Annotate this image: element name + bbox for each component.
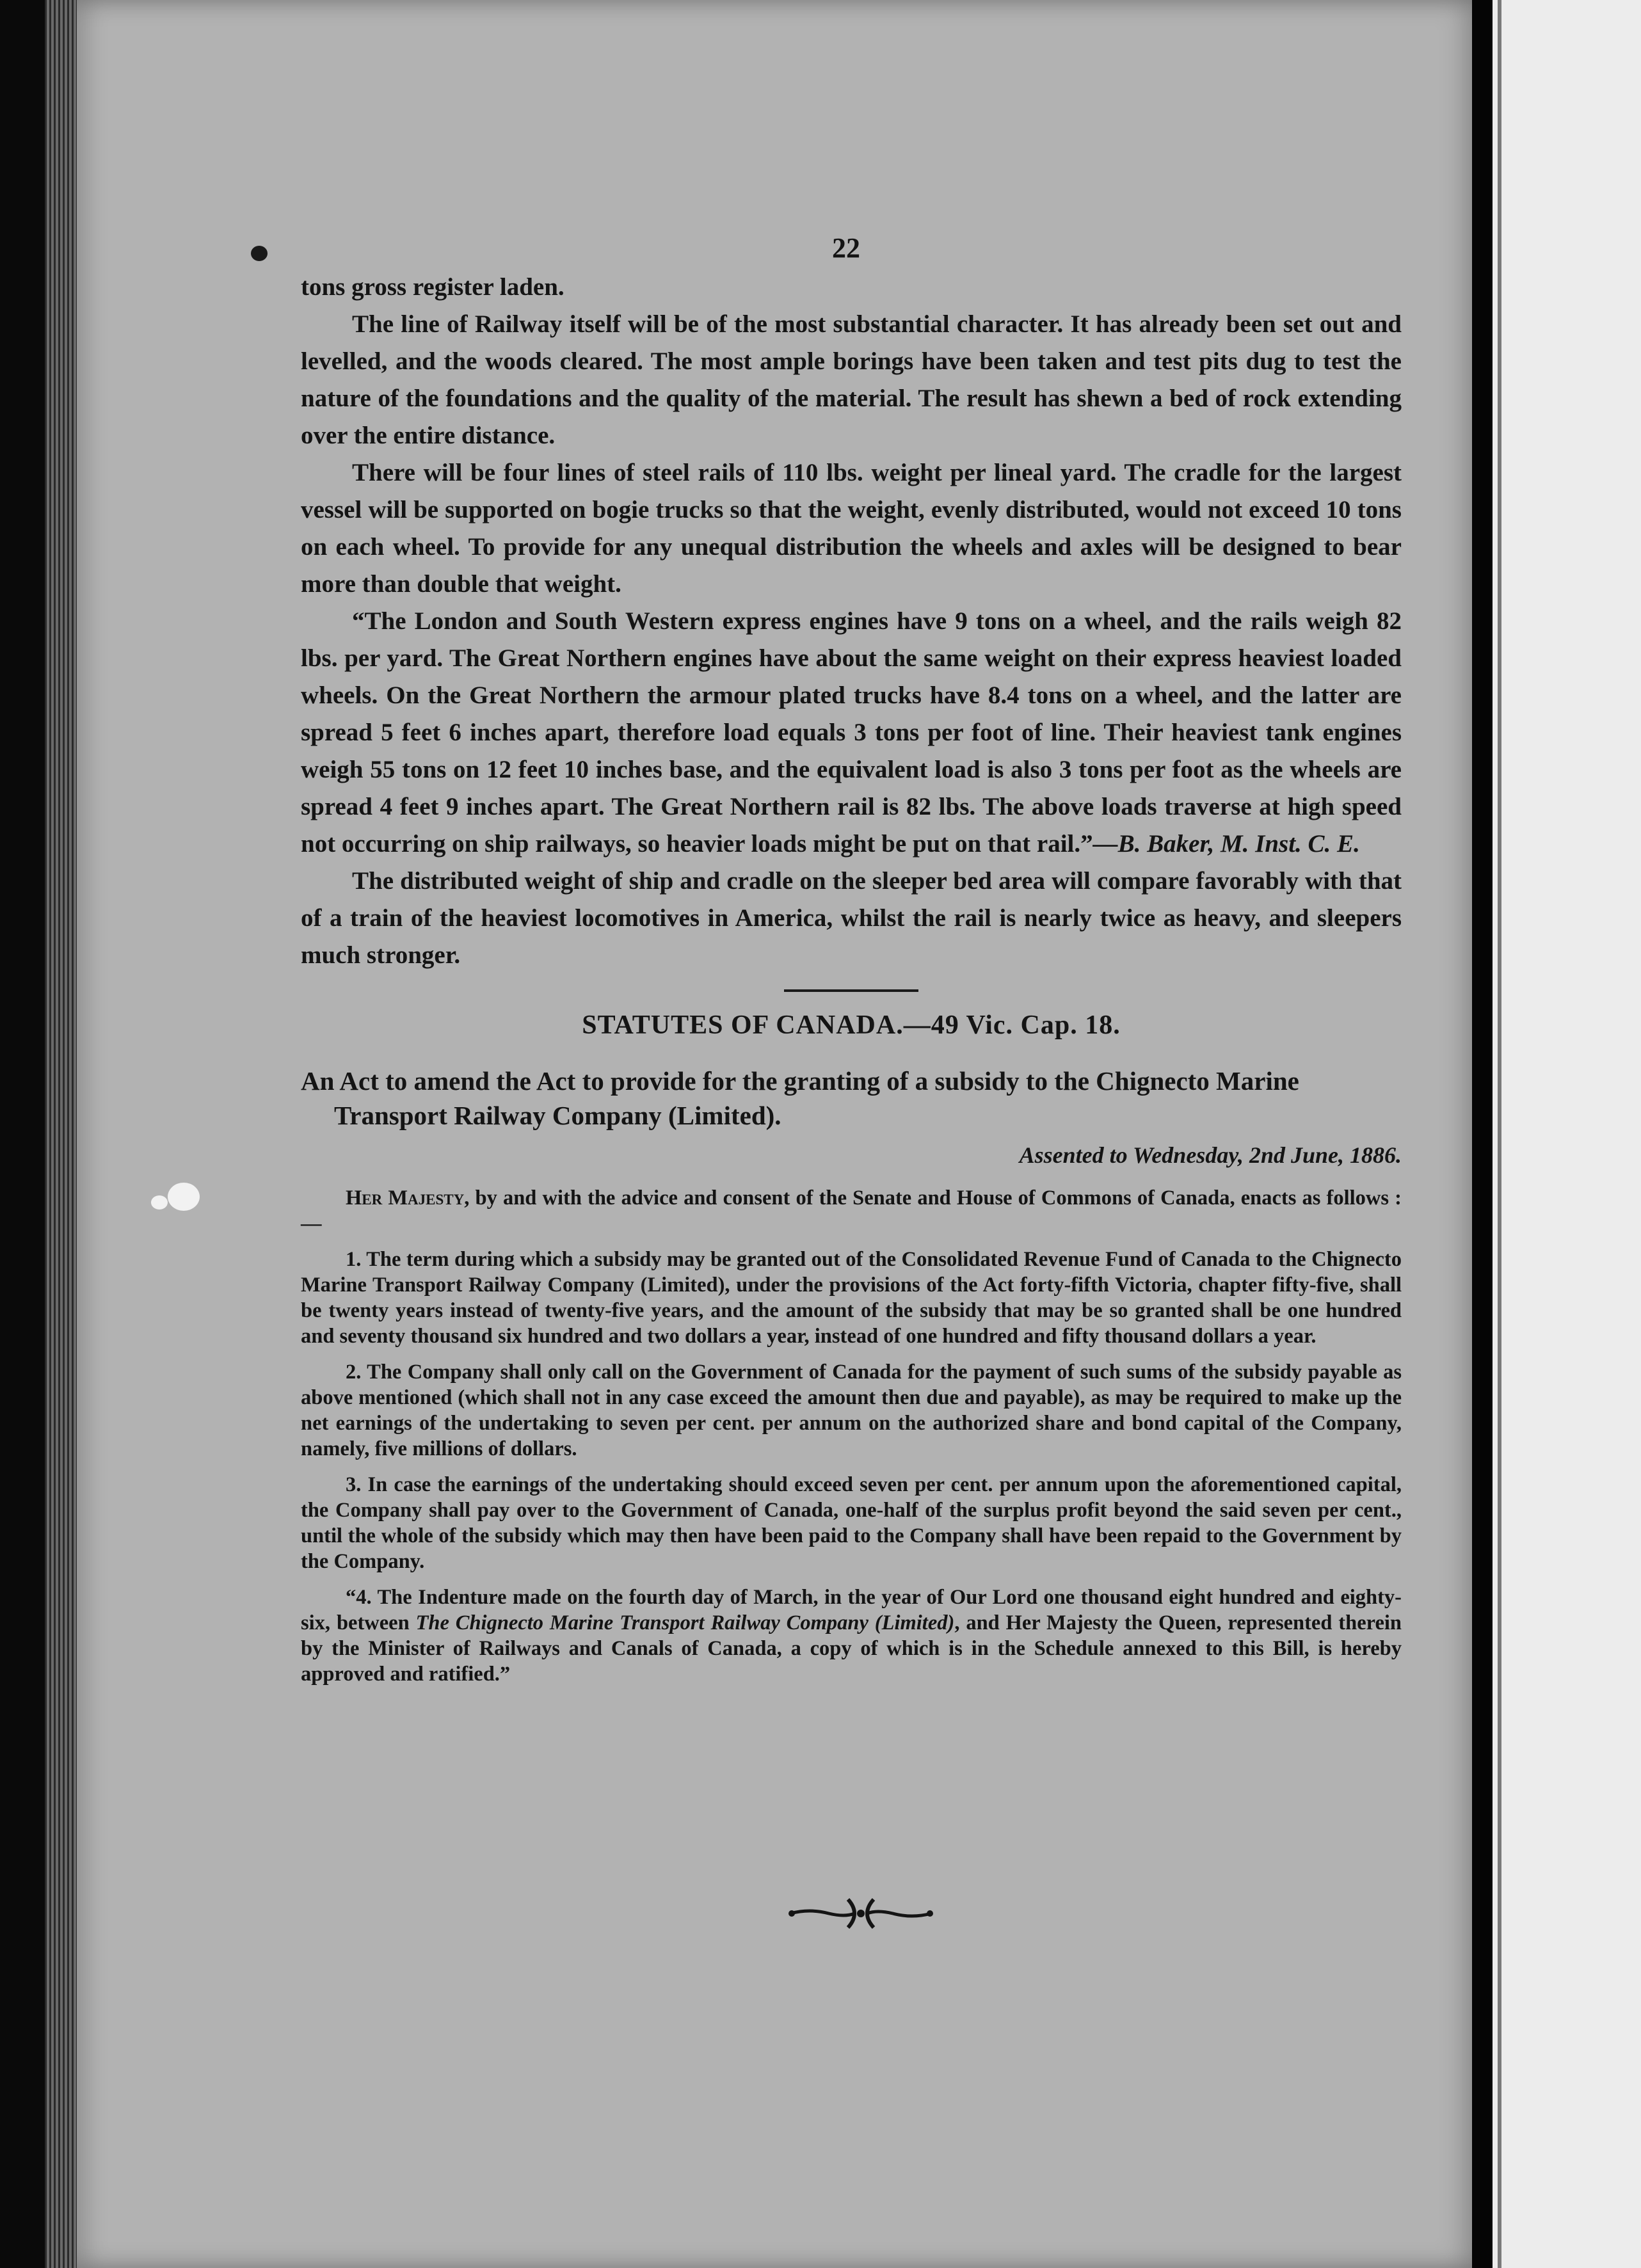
paragraph-steel-rails: There will be four lines of steel rails of 110 lbs. weight per lineal yard. The cradle for the largest vessel will be supported on bogie trucks so that the weight, evenly distributed, would not exceed 10 tons on each wheel. To provide for any unequal distribution the wheels and axles will be designed to bear more than double that weight. bbox=[301, 459, 1402, 598]
paper-speck bbox=[168, 1183, 200, 1211]
paper-speck bbox=[151, 1195, 168, 1210]
section-4-start: “4. The Indenture made on the fourth day of March, in the year of Our Lord one thousand eight hundred and eighty-six, between bbox=[301, 1586, 1402, 1634]
ink-blot bbox=[251, 246, 268, 261]
quotation-text: “The London and South Western express engines have 9 tons on a wheel, and the rails weigh 82 lbs. per yard. The Great Northern engines have about the same weight on their express heaviest loaded wheels. On the Great Northern the armour plated trucks have 8.4 tons on a wheel, and the latter are spread 5 feet 6 inches apart, therefore load equals 3 tons per foot of line. Their heaviest tank engines weigh 55 tons on 12 feet 10 inches base, and the equivalent load is also 3 tons per foot as the wheels are spread 4 feet 9 inches apart. The Great Northern rail is 82 lbs. The above loads traverse at high speed not occurring on ship railways, so heavier loads might be put on that rail.” bbox=[301, 607, 1402, 858]
paragraph-quotation bbox=[301, 603, 1402, 863]
statute-section-2: 2. The Company shall only call on the Government of Canada for the payment of such sums of the subsidy payable as above mentioned (which shall not in any case exceed the amount then due and payable), as may be required to make up the net earnings of the undertaking to seven per cent. per annum on the authorized share and bond capital of the Company, namely, five millions of dollars. bbox=[301, 1361, 1402, 1460]
section-4-company: The Chignecto Marine Transport Railway Company (Limited) bbox=[415, 1611, 955, 1634]
section-4-end: , and Her Majesty the Queen, represented therein by the Minister of Railways and Canals of Canada, a copy of which is in the Schedule annexed to this Bill, is hereby approved and ratified.” bbox=[301, 1611, 1402, 1686]
paragraph-continuation: tons gross register laden. bbox=[301, 273, 564, 301]
page-edges bbox=[45, 0, 77, 2268]
facing-page-edge bbox=[1498, 0, 1501, 2268]
assent-date: Assented to Wednesday, 2nd June, 1886. bbox=[1019, 1142, 1402, 1168]
act-title: An Act to amend the Act to provide for the granting of a subsidy to the Chignecto Marine Transport Railway Company (Limited). bbox=[301, 1066, 1299, 1130]
statute-heading: STATUTES OF CANADA.—49 Vic. Cap. 18. bbox=[582, 1010, 1121, 1040]
paragraph-distributed-weight: The distributed weight of ship and cradle on the sleeper bed area will compare favorably with that of a train of the heaviest locomotives in America, whilst the rail is nearly twice as heavy, and sleepers much stronger. bbox=[301, 867, 1402, 969]
ornament-fleuron-icon bbox=[784, 1894, 938, 1933]
facing-page bbox=[1493, 0, 1641, 2268]
page-number: 22 bbox=[832, 232, 860, 264]
statute-section-4 bbox=[301, 1585, 1402, 1687]
page-content bbox=[301, 230, 1402, 1697]
statute-preamble bbox=[301, 1185, 1402, 1236]
paragraph-railway-line: The line of Railway itself will be of the most substantial character. It has already been set out and levelled, and the woods cleared. The most ample borings have been taken and test pits dug to test the nature of the foundations and the quality of the material. The result has shewn a bed of rock extending over the entire distance. bbox=[301, 310, 1402, 449]
statute-section-3: 3. In case the earnings of the undertaking should exceed seven per cent. per annum upon the aforementioned capital, the Company shall pay over to the Government of Canada, one-half of the surplus profit beyond the said seven per cent., until the whole of the subsidy which may then have been paid to the Company shall have been repaid to the Government by the Company. bbox=[301, 1473, 1402, 1573]
binding-gutter bbox=[1472, 0, 1493, 2268]
preamble-lead: Her Majesty bbox=[346, 1186, 465, 1210]
section-divider bbox=[784, 989, 918, 992]
preamble-rest: , by and with the advice and consent of the Senate and House of Commons of Canada, enacts as follows :— bbox=[301, 1186, 1402, 1235]
quotation-attribution: —B. Baker, M. Inst. C. E. bbox=[1093, 830, 1360, 858]
statute-section-1: 1. The term during which a subsidy may be granted out of the Consolidated Revenue Fund of Canada to the Chignecto Marine Transport Railway Company (Limited), under the provisions of the Act forty-fifth Victoria, chapter fifty-five, shall be twenty years instead of twenty-five years, and the amount of the subsidy that may be so granted shall be one hundred and seventy thousand six hundred and two dollars a year, instead of one hundred and fifty thousand dollars a year. bbox=[301, 1248, 1402, 1348]
